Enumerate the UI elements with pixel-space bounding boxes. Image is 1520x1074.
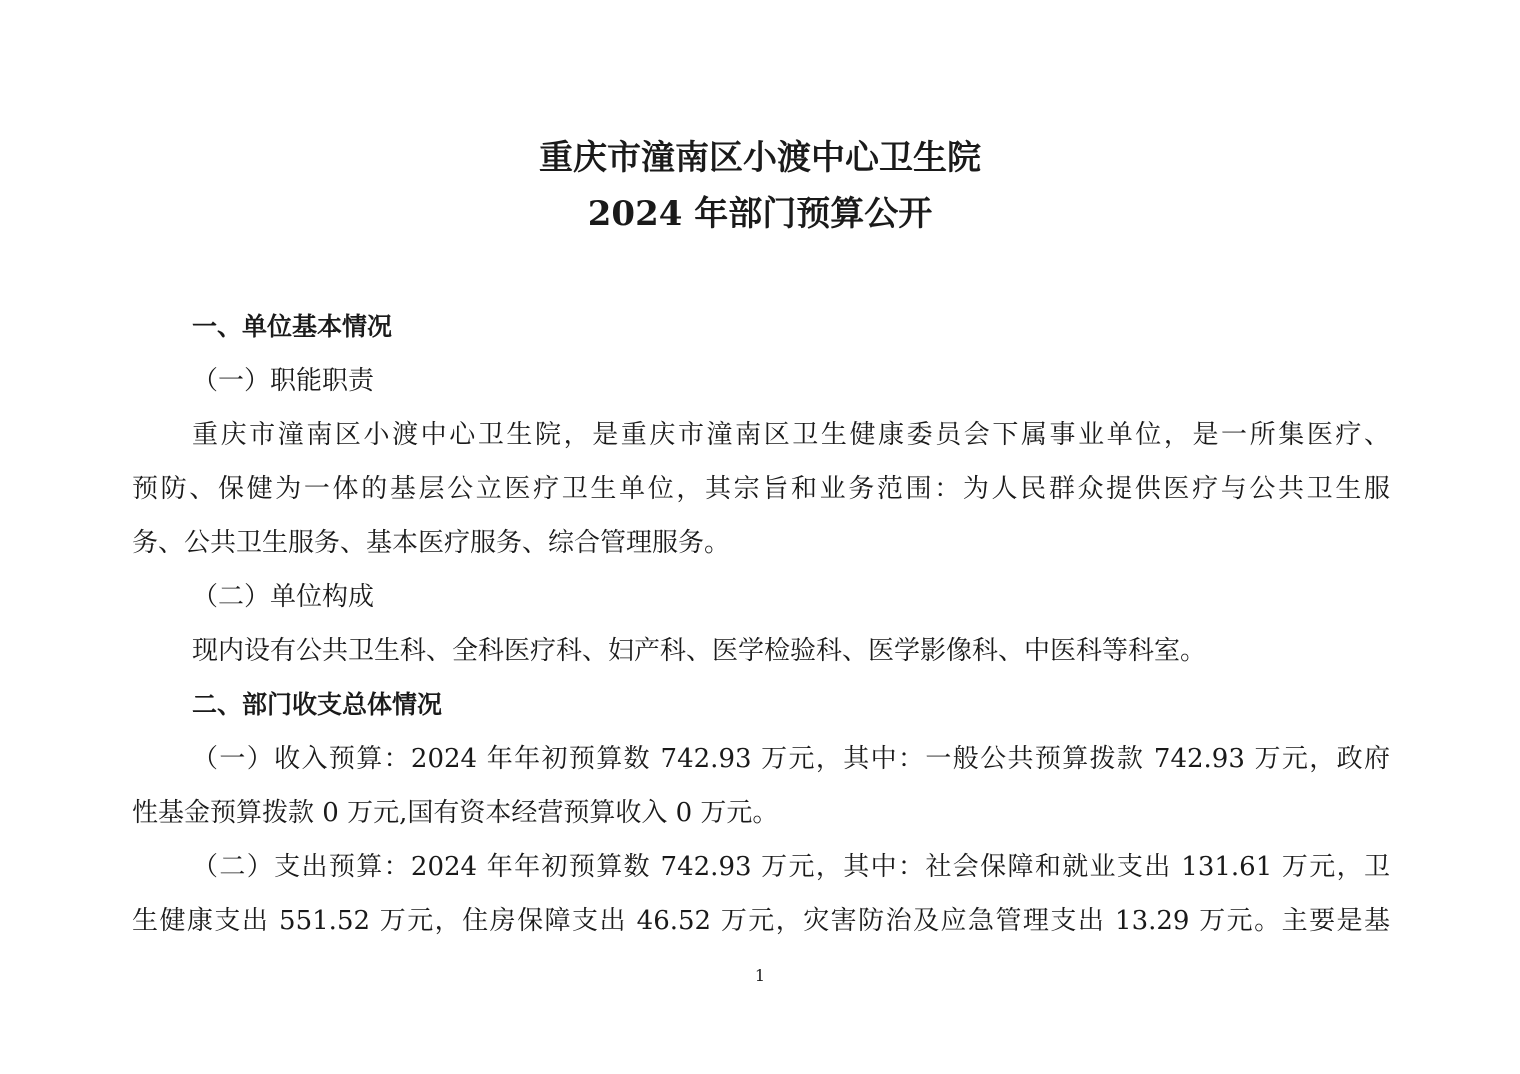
- functions-paragraph-line-1: 重庆市潼南区小渡中心卫生院，是重庆市潼南区卫生健康委员会下属事业单位，是一所集医疗、: [192, 420, 1390, 450]
- composition-paragraph: 现内设有公共卫生科、全科医疗科、妇产科、医学检验科、医学影像科、中医科等科室。: [192, 636, 1207, 666]
- document-body: [132, 300, 1390, 948]
- income-budget-line-1: （一）收入预算：2024 年年初预算数 742.93 万元，其中：一般公共预算拨款 742.93 万元，政府: [192, 744, 1390, 774]
- income-budget-line-2: 性基金预算拨款 0 万元,国有资本经营预算收入 0 万元。: [132, 798, 779, 828]
- page-number: 1: [754, 966, 766, 985]
- expense-budget-line-1: （二）支出预算：2024 年年初预算数 742.93 万元，其中：社会保障和就业支出 131.61 万元，卫: [192, 852, 1390, 882]
- document-title-line-1: 重庆市潼南区小渡中心卫生院: [539, 138, 981, 178]
- functions-paragraph-line-3: 务、公共卫生服务、基本医疗服务、综合管理服务。: [132, 528, 731, 558]
- document-title-line-2: 2024 年部门预算公开: [587, 194, 933, 234]
- section-1-subheading-functions: （一）职能职责: [192, 366, 375, 396]
- section-1-heading: 一、单位基本情况: [192, 312, 393, 341]
- section-2-heading: 二、部门收支总体情况: [192, 690, 443, 719]
- expense-budget-line-2: 生健康支出 551.52 万元，住房保障支出 46.52 万元，灾害防治及应急管理支出 13.29 万元。主要是基: [132, 906, 1390, 936]
- functions-paragraph-line-2: 预防、保健为一体的基层公立医疗卫生单位，其宗旨和业务范围：为人民群众提供医疗与公共卫生服: [132, 474, 1390, 504]
- section-1-subheading-composition: （二）单位构成: [192, 582, 375, 612]
